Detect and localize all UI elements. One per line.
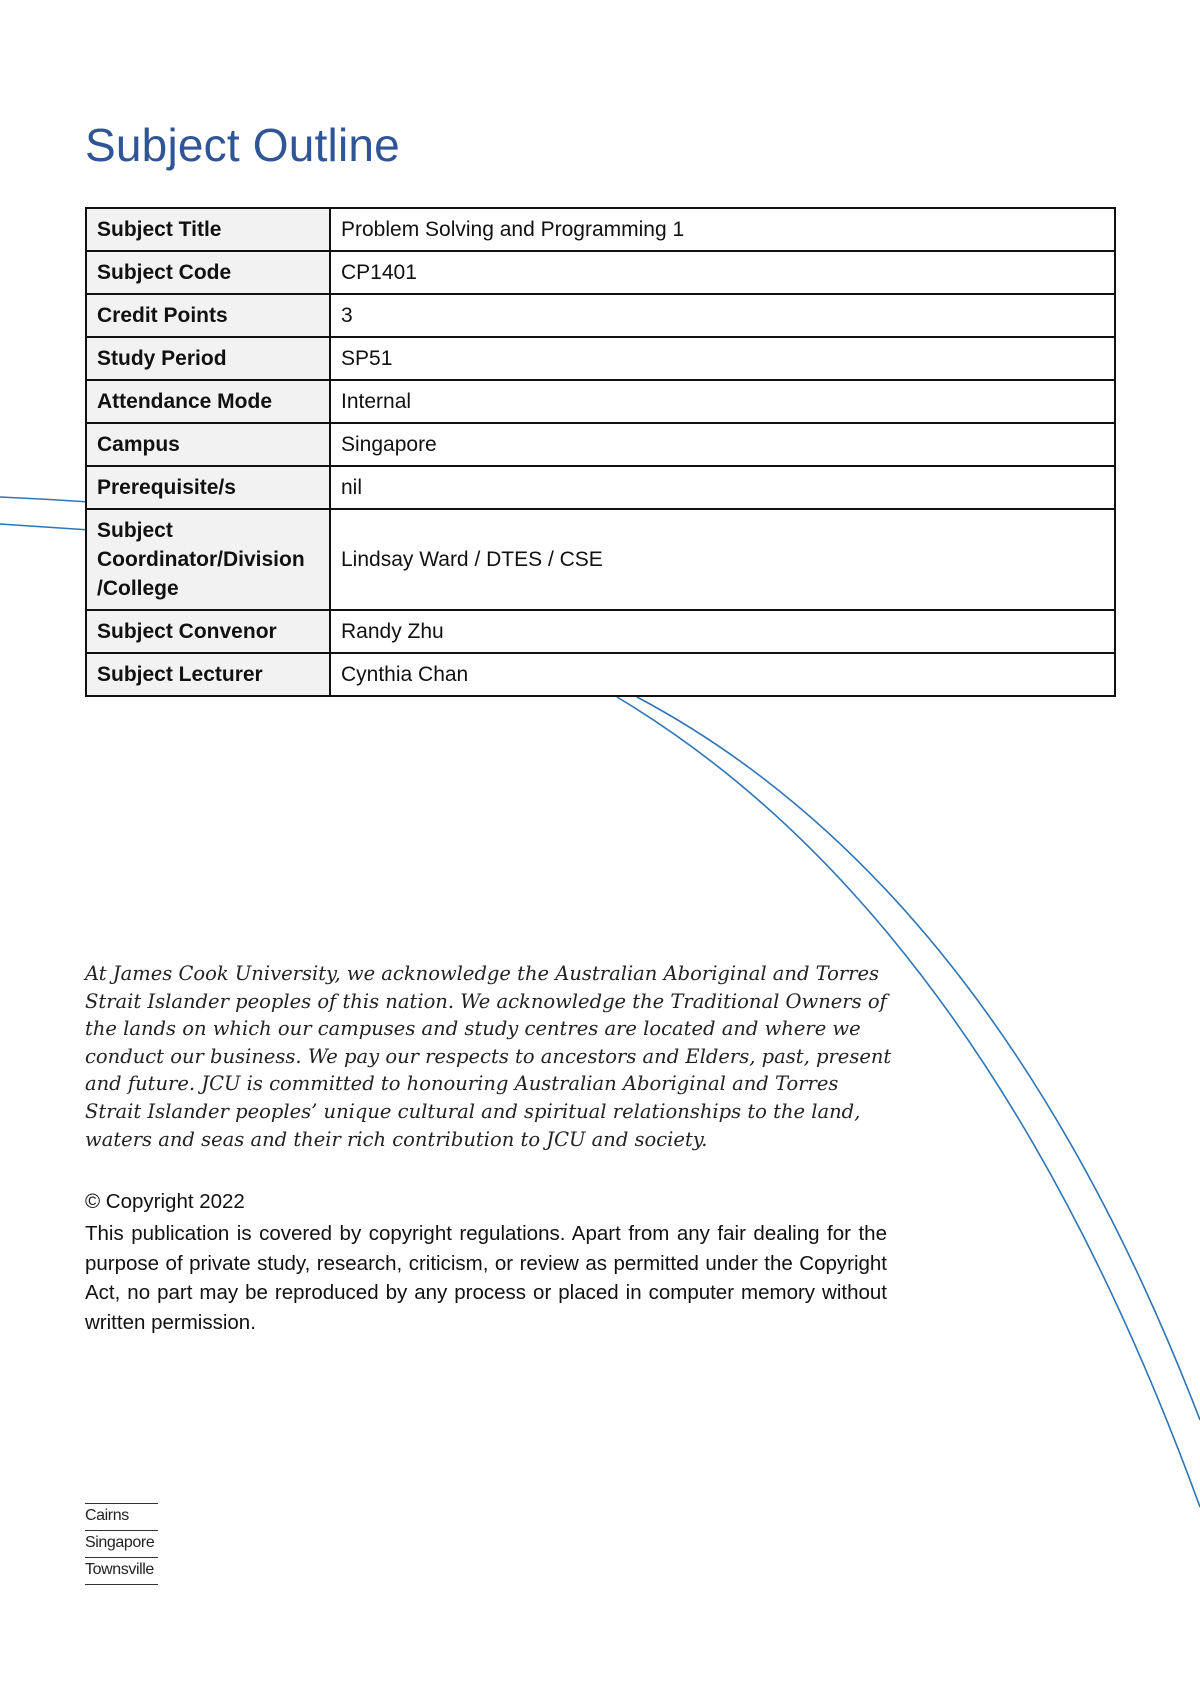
table-row	[86, 294, 1115, 337]
row-label-line: Coordinator/Division	[97, 548, 305, 571]
copyright-statement: This publication is covered by copyright regulations. Apart from any fair dealing for the purpose of private study, research, criticism, or review as permitted under the Copyright Act, no part may be reproduced by any process or placed in computer memory without written permission.	[85, 1222, 887, 1334]
table-row	[86, 466, 1115, 509]
table-row	[86, 610, 1115, 653]
subject-info-table	[85, 207, 1116, 697]
row-value: Cynthia Chan	[330, 653, 1115, 696]
row-label: Attendance Mode	[86, 380, 330, 423]
row-label: Prerequisite/s	[86, 466, 330, 509]
table-row	[86, 337, 1115, 380]
campus-list	[85, 1503, 158, 1585]
row-label: Subject Convenor	[86, 610, 330, 653]
row-label: Credit Points	[86, 294, 330, 337]
acknowledgement-of-country: At James Cook University, we acknowledge the Australian Aboriginal and Torres Strait Islander peoples of this nation. We acknowledge the Traditional Owners of the lands on which our campuses and study centres are located and where we conduct our business. We pay our respects to ancestors and Elders, past, present and future. JCU is committed to honouring Australian Aboriginal and Torres Strait Islander peoples’ unique cultural and spiritual relationships to the land, waters and seas and their rich contribution to JCU and society.	[85, 962, 892, 1151]
row-label: Campus	[86, 423, 330, 466]
table-row	[86, 653, 1115, 696]
arc-left-lower	[0, 524, 90, 530]
table-row	[86, 251, 1115, 294]
row-value: nil	[330, 466, 1115, 509]
row-value: Problem Solving and Programming 1	[330, 208, 1115, 251]
row-label: Subject Code	[86, 251, 330, 294]
row-label: Subject Title	[86, 208, 330, 251]
table-row	[86, 509, 1115, 610]
row-value: Randy Zhu	[330, 610, 1115, 653]
campus-item: Cairns	[85, 1503, 158, 1530]
row-label	[86, 509, 330, 610]
row-label-line: /College	[97, 577, 179, 600]
table-row	[86, 380, 1115, 423]
row-value: Singapore	[330, 423, 1115, 466]
page-title: Subject Outline	[85, 119, 400, 171]
row-value: Lindsay Ward / DTES / CSE	[330, 509, 1115, 610]
copyright-notice: © Copyright 2022	[85, 1190, 245, 1213]
arc-left-upper	[0, 497, 90, 502]
row-value: SP51	[330, 337, 1115, 380]
row-label: Study Period	[86, 337, 330, 380]
row-label-line: Subject	[97, 519, 173, 542]
row-value: CP1401	[330, 251, 1115, 294]
row-value: 3	[330, 294, 1115, 337]
row-label: Subject Lecturer	[86, 653, 330, 696]
campus-item: Singapore	[85, 1530, 158, 1557]
table-row	[86, 423, 1115, 466]
campus-item: Townsville	[85, 1557, 158, 1585]
table-row	[86, 208, 1115, 251]
row-value: Internal	[330, 380, 1115, 423]
